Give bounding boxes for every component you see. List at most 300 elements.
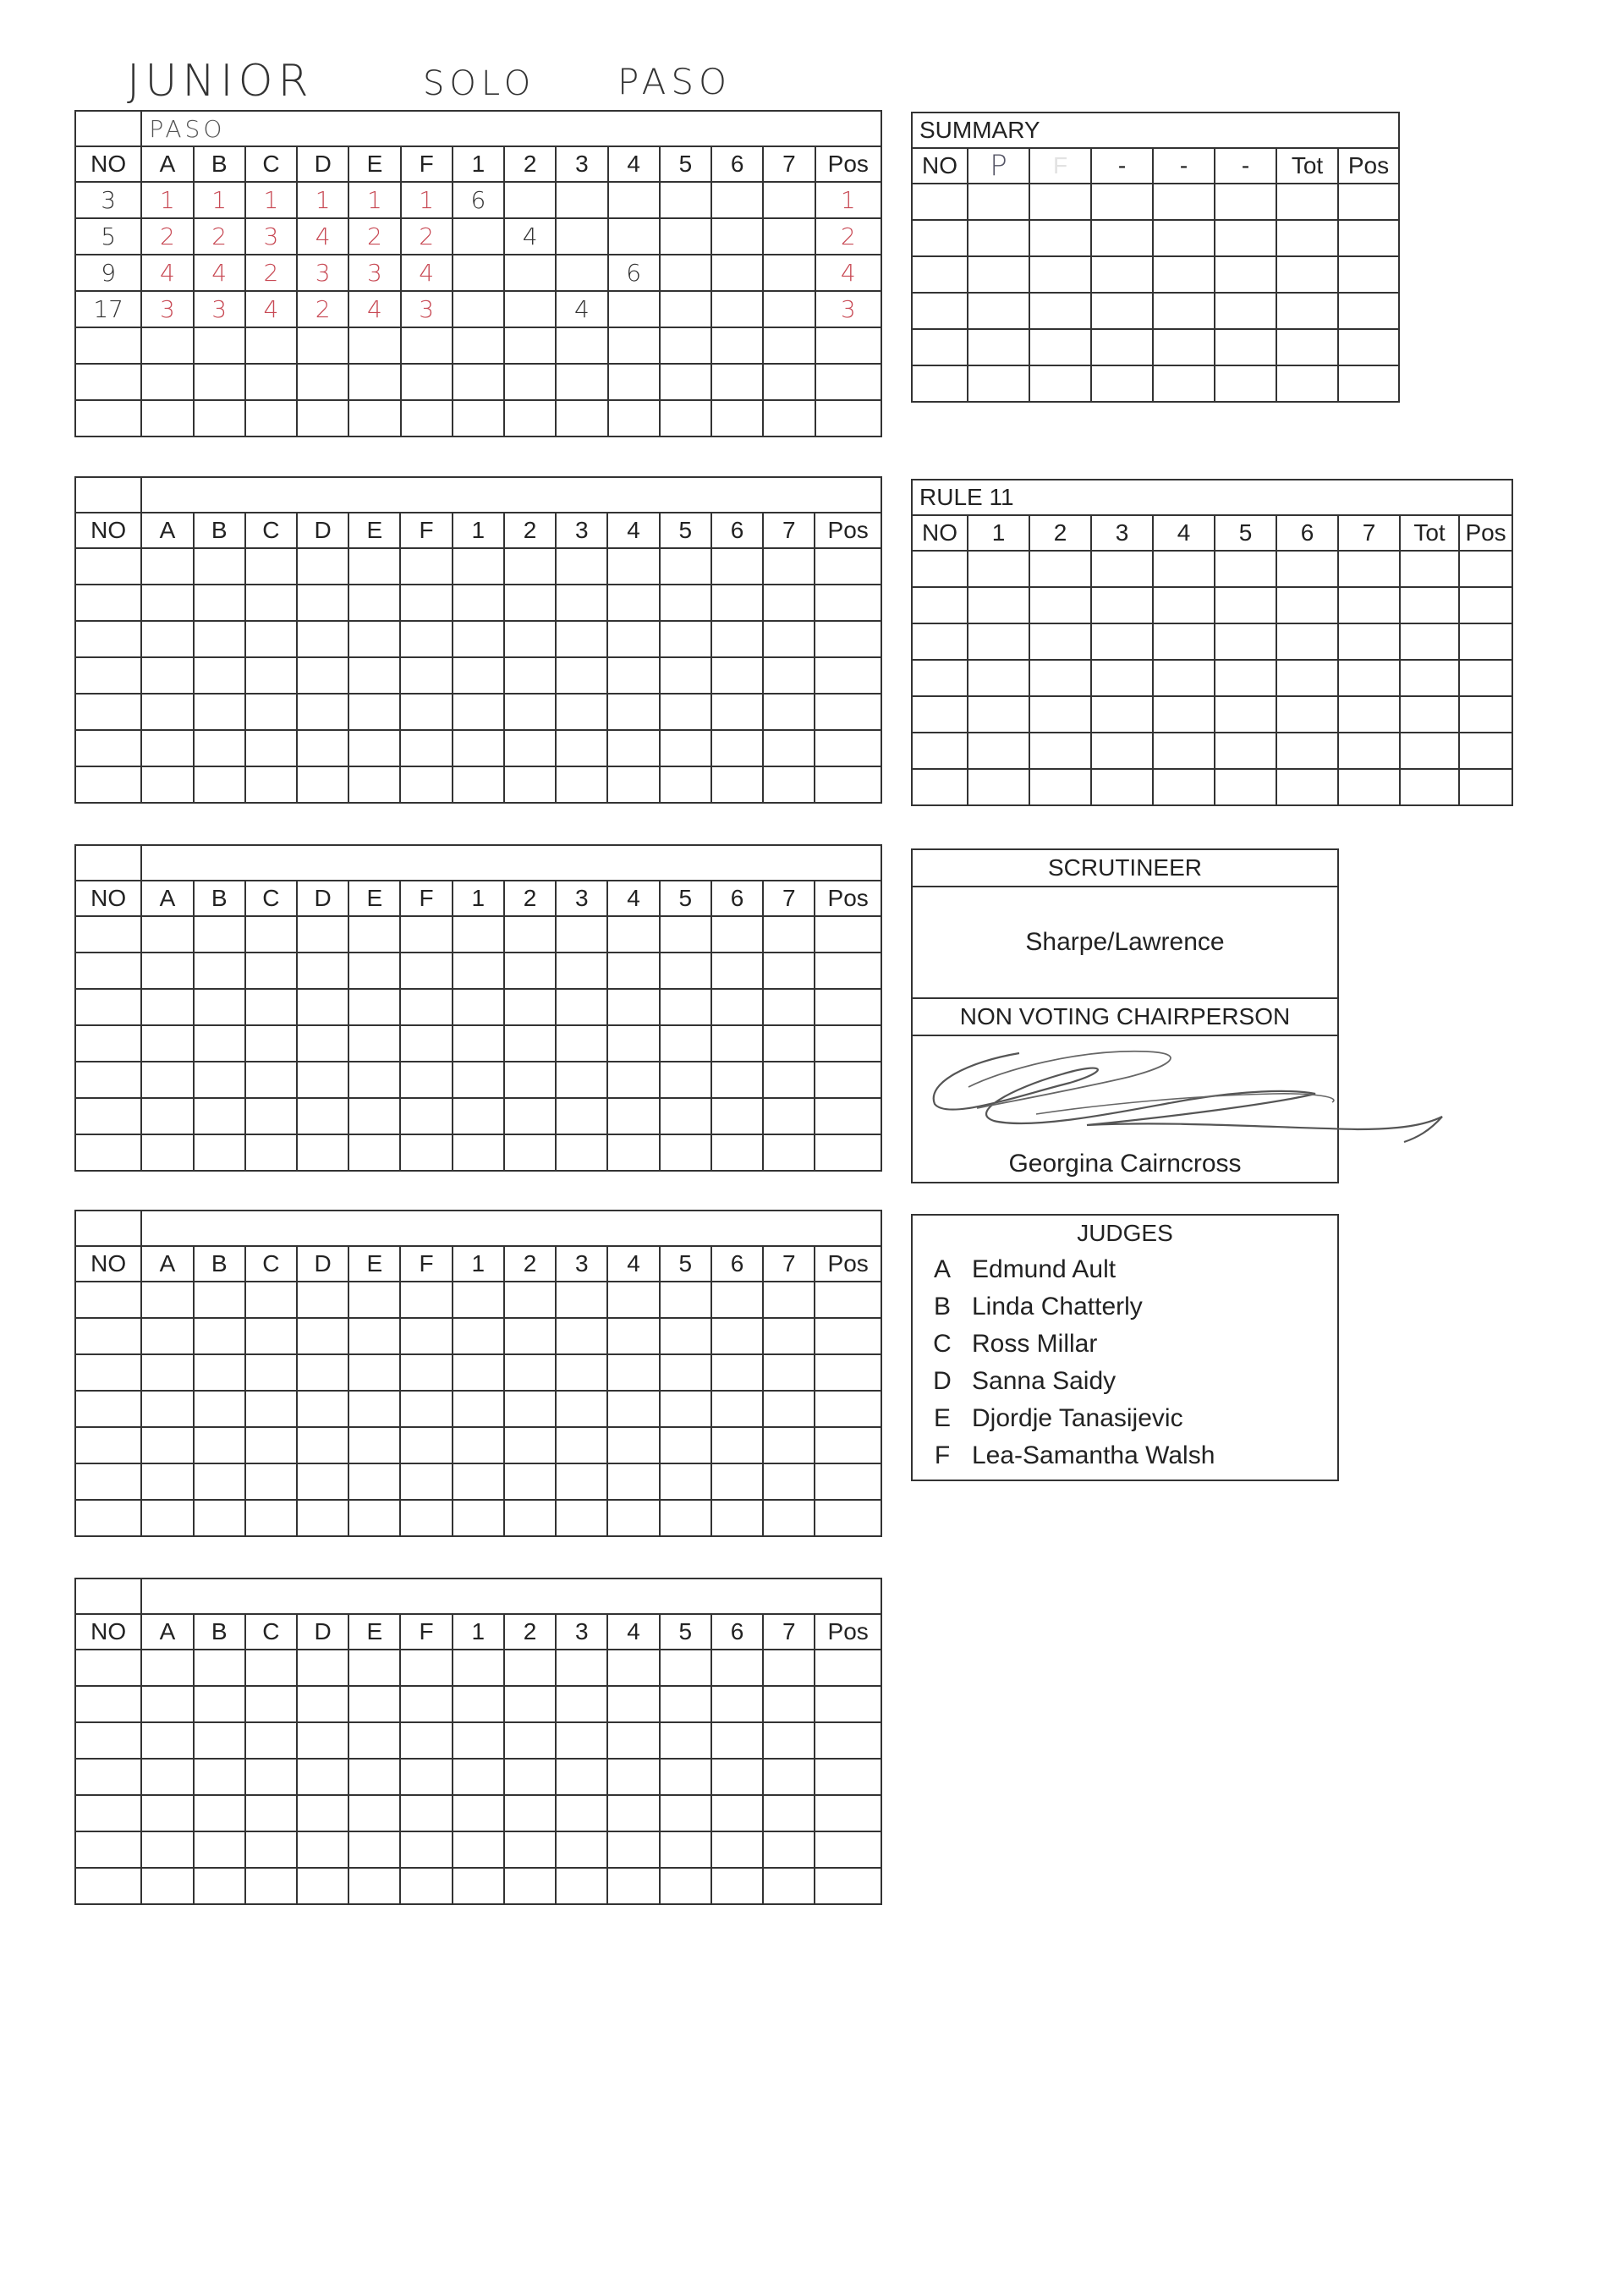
- empty-cell: [400, 1686, 452, 1722]
- empty-cell: [1459, 696, 1512, 733]
- empty-cell: [1029, 733, 1091, 769]
- empty-cell: [400, 1759, 452, 1795]
- column-header: 2: [504, 146, 556, 182]
- table-row: [912, 365, 1399, 402]
- empty-cell: [711, 1098, 763, 1134]
- empty-cell: [607, 1759, 659, 1795]
- empty-cell: [660, 1868, 711, 1904]
- empty-cell: [660, 1831, 711, 1868]
- column-header: F: [400, 513, 452, 548]
- empty-cell: [556, 953, 607, 989]
- empty-cell: [348, 1062, 400, 1098]
- empty-cell: [75, 1025, 141, 1062]
- empty-cell: [1029, 365, 1091, 402]
- empty-cell: [1091, 551, 1153, 587]
- empty-cell: [607, 1686, 659, 1722]
- empty-cell: [815, 916, 881, 953]
- column-header: 4: [607, 1246, 659, 1282]
- empty-cell: [75, 1318, 141, 1354]
- empty-cell: [504, 1098, 556, 1134]
- empty-cell: [1400, 551, 1459, 587]
- empty-cell: [141, 364, 193, 400]
- dance-title-spacer: [75, 1578, 141, 1614]
- empty-cell: [141, 548, 193, 585]
- empty-cell: [815, 953, 881, 989]
- empty-cell: [660, 1354, 711, 1391]
- empty-cell: [400, 1831, 452, 1868]
- chairperson-title: NON VOTING CHAIRPERSON: [913, 999, 1337, 1036]
- empty-cell: [815, 621, 881, 657]
- empty-cell: [968, 256, 1029, 293]
- empty-cell: [348, 621, 400, 657]
- column-header: 6: [711, 513, 763, 548]
- judge-letter: E: [933, 1404, 951, 1432]
- empty-cell: [504, 1722, 556, 1759]
- empty-cell: [815, 1686, 881, 1722]
- empty-cell: [1029, 184, 1091, 220]
- empty-cell: [75, 1686, 141, 1722]
- column-header: 1: [453, 881, 504, 916]
- empty-cell: [504, 1868, 556, 1904]
- table-row: [75, 1759, 881, 1795]
- column-header: Pos: [815, 513, 881, 548]
- empty-cell: [504, 621, 556, 657]
- placing-count-cell: [504, 291, 556, 327]
- column-header: E: [348, 881, 400, 916]
- column-header: 3: [556, 1246, 607, 1282]
- rule11-table: [911, 479, 1513, 806]
- table-row: [75, 1134, 881, 1171]
- empty-cell: [453, 1427, 504, 1463]
- empty-cell: [815, 989, 881, 1025]
- table-row: [75, 1354, 881, 1391]
- judge-name: Lea-Samantha Walsh: [972, 1441, 1215, 1469]
- empty-cell: [245, 1722, 297, 1759]
- empty-cell: [297, 1650, 348, 1686]
- empty-cell: [194, 1650, 245, 1686]
- empty-cell: [141, 1463, 193, 1500]
- empty-cell: [453, 548, 504, 585]
- empty-cell: [245, 400, 297, 436]
- empty-cell: [245, 766, 297, 803]
- column-header: Pos: [815, 1246, 881, 1282]
- empty-cell: [912, 696, 968, 733]
- judge-mark: 2: [297, 291, 348, 327]
- judge-row: [913, 1400, 1337, 1437]
- table-row: [912, 220, 1399, 256]
- empty-cell: [660, 730, 711, 766]
- empty-cell: [763, 1318, 815, 1354]
- empty-cell: [1276, 256, 1338, 293]
- empty-cell: [400, 1391, 452, 1427]
- empty-cell: [556, 364, 607, 400]
- empty-cell: [763, 1282, 815, 1318]
- competitor-number: 5: [75, 218, 141, 255]
- empty-cell: [297, 1134, 348, 1171]
- empty-cell: [194, 1062, 245, 1098]
- empty-cell: [763, 621, 815, 657]
- empty-cell: [1091, 696, 1153, 733]
- empty-cell: [556, 1391, 607, 1427]
- judge-row: [913, 1288, 1337, 1326]
- empty-cell: [660, 916, 711, 953]
- column-header: Pos: [815, 881, 881, 916]
- empty-cell: [141, 1831, 193, 1868]
- empty-cell: [297, 585, 348, 621]
- empty-cell: [1338, 769, 1400, 805]
- empty-cell: [607, 1650, 659, 1686]
- rule11-column-header: 4: [1153, 515, 1215, 551]
- judges-list: [913, 1251, 1337, 1474]
- empty-cell: [297, 1831, 348, 1868]
- empty-cell: [453, 989, 504, 1025]
- table-row: [75, 327, 881, 364]
- column-header: E: [348, 1246, 400, 1282]
- empty-cell: [1276, 696, 1338, 733]
- empty-cell: [711, 400, 763, 436]
- empty-cell: [968, 769, 1029, 805]
- empty-cell: [141, 1025, 193, 1062]
- placing-count-cell: [711, 218, 763, 255]
- dance-name: [141, 477, 881, 513]
- empty-cell: [75, 1795, 141, 1831]
- empty-cell: [1276, 220, 1338, 256]
- empty-cell: [1029, 329, 1091, 365]
- empty-cell: [194, 1134, 245, 1171]
- column-header: 2: [504, 1246, 556, 1282]
- empty-cell: [1091, 587, 1153, 623]
- table-row: [75, 1282, 881, 1318]
- table-row: [75, 218, 881, 255]
- empty-cell: [194, 1025, 245, 1062]
- empty-cell: [75, 694, 141, 730]
- empty-cell: [141, 327, 193, 364]
- placing-count-cell: [608, 291, 660, 327]
- empty-cell: [1338, 293, 1399, 329]
- empty-cell: [245, 1650, 297, 1686]
- empty-cell: [1029, 256, 1091, 293]
- empty-cell: [75, 364, 141, 400]
- empty-cell: [1276, 365, 1338, 402]
- empty-cell: [453, 953, 504, 989]
- placing-count-cell: [763, 291, 815, 327]
- column-header: 1: [453, 513, 504, 548]
- table-row: [75, 916, 881, 953]
- column-header: B: [194, 1614, 245, 1650]
- column-header: C: [245, 1614, 297, 1650]
- table-row: [75, 1391, 881, 1427]
- judge-name: Edmund Ault: [972, 1255, 1116, 1283]
- empty-cell: [660, 1282, 711, 1318]
- empty-cell: [815, 1354, 881, 1391]
- empty-cell: [504, 1427, 556, 1463]
- empty-cell: [453, 766, 504, 803]
- column-header: 7: [763, 1246, 815, 1282]
- empty-cell: [400, 916, 452, 953]
- empty-cell: [1338, 329, 1399, 365]
- empty-cell: [763, 1098, 815, 1134]
- empty-cell: [245, 1795, 297, 1831]
- empty-cell: [815, 766, 881, 803]
- empty-cell: [194, 1868, 245, 1904]
- placing-count-cell: [556, 255, 607, 291]
- column-header: A: [141, 881, 193, 916]
- column-header: 6: [711, 1246, 763, 1282]
- empty-cell: [660, 1134, 711, 1171]
- placing-count-cell: [504, 255, 556, 291]
- empty-cell: [556, 1062, 607, 1098]
- judge-row: [913, 1251, 1337, 1288]
- empty-cell: [348, 1025, 400, 1062]
- column-header: 4: [607, 513, 659, 548]
- empty-cell: [297, 694, 348, 730]
- rule11-column-header: 7: [1338, 515, 1400, 551]
- empty-cell: [245, 1831, 297, 1868]
- empty-cell: [453, 1062, 504, 1098]
- placing-count-cell: 4: [504, 218, 556, 255]
- empty-cell: [608, 364, 660, 400]
- table-row: [75, 585, 881, 621]
- judge-mark: 3: [348, 255, 400, 291]
- empty-cell: [1091, 623, 1153, 660]
- empty-cell: [504, 1831, 556, 1868]
- placing-count-cell: [556, 182, 607, 218]
- column-header: NO: [75, 513, 141, 548]
- summary-column-header: Tot: [1276, 148, 1338, 184]
- officials-box: [911, 848, 1339, 1183]
- empty-cell: [1459, 587, 1512, 623]
- empty-cell: [1276, 660, 1338, 696]
- column-header: C: [245, 881, 297, 916]
- empty-cell: [607, 1025, 659, 1062]
- empty-cell: [245, 1868, 297, 1904]
- empty-cell: [297, 1025, 348, 1062]
- table-row: [912, 769, 1512, 805]
- empty-cell: [815, 1062, 881, 1098]
- empty-cell: [504, 1650, 556, 1686]
- placing-count-cell: [660, 182, 711, 218]
- judge-mark: 3: [245, 218, 297, 255]
- empty-cell: [1276, 329, 1338, 365]
- judge-letter: B: [933, 1293, 951, 1320]
- empty-cell: [297, 1354, 348, 1391]
- column-header: D: [297, 513, 348, 548]
- column-header: 6: [711, 1614, 763, 1650]
- empty-cell: [1338, 623, 1400, 660]
- empty-cell: [763, 1795, 815, 1831]
- empty-cell: [711, 694, 763, 730]
- empty-cell: [968, 733, 1029, 769]
- table-row: [75, 1098, 881, 1134]
- empty-cell: [194, 1282, 245, 1318]
- empty-cell: [556, 1354, 607, 1391]
- empty-cell: [348, 916, 400, 953]
- column-header: F: [401, 146, 453, 182]
- empty-cell: [400, 1025, 452, 1062]
- empty-cell: [607, 1318, 659, 1354]
- empty-cell: [245, 730, 297, 766]
- empty-cell: [245, 1354, 297, 1391]
- empty-cell: [763, 1354, 815, 1391]
- empty-cell: [660, 1795, 711, 1831]
- empty-cell: [1153, 220, 1215, 256]
- placing-count-cell: [608, 182, 660, 218]
- empty-cell: [1400, 623, 1459, 660]
- empty-cell: [141, 989, 193, 1025]
- empty-cell: [297, 1318, 348, 1354]
- empty-cell: [348, 1868, 400, 1904]
- empty-cell: [1029, 551, 1091, 587]
- empty-cell: [141, 1500, 193, 1536]
- empty-cell: [556, 1759, 607, 1795]
- table-row: [912, 623, 1512, 660]
- empty-cell: [763, 1650, 815, 1686]
- column-header: 1: [453, 146, 504, 182]
- empty-cell: [245, 989, 297, 1025]
- empty-cell: [245, 1098, 297, 1134]
- empty-cell: [711, 1463, 763, 1500]
- empty-cell: [194, 1391, 245, 1427]
- empty-cell: [815, 585, 881, 621]
- empty-cell: [556, 1463, 607, 1500]
- empty-cell: [245, 621, 297, 657]
- judge-mark: 3: [141, 291, 193, 327]
- empty-cell: [400, 1134, 452, 1171]
- empty-cell: [297, 548, 348, 585]
- empty-cell: [1338, 220, 1399, 256]
- table-row: [75, 989, 881, 1025]
- empty-cell: [453, 1759, 504, 1795]
- scrutineer-name: Sharpe/Lawrence: [913, 887, 1337, 999]
- empty-cell: [556, 548, 607, 585]
- summary-column-header: F: [1029, 148, 1091, 184]
- empty-cell: [711, 1795, 763, 1831]
- dance-name: [141, 1211, 881, 1246]
- empty-cell: [453, 657, 504, 694]
- column-header: C: [245, 1246, 297, 1282]
- empty-cell: [504, 548, 556, 585]
- empty-cell: [348, 1282, 400, 1318]
- empty-cell: [763, 548, 815, 585]
- empty-cell: [194, 364, 245, 400]
- rule11-column-header: 3: [1091, 515, 1153, 551]
- empty-cell: [912, 551, 968, 587]
- empty-cell: [141, 1282, 193, 1318]
- dance-table: [74, 1210, 882, 1537]
- empty-cell: [968, 551, 1029, 587]
- empty-cell: [1215, 329, 1276, 365]
- empty-cell: [194, 730, 245, 766]
- empty-cell: [75, 1722, 141, 1759]
- empty-cell: [968, 696, 1029, 733]
- column-header: 5: [660, 881, 711, 916]
- empty-cell: [504, 327, 556, 364]
- column-header: D: [297, 1246, 348, 1282]
- empty-cell: [245, 548, 297, 585]
- empty-cell: [815, 730, 881, 766]
- empty-cell: [607, 1427, 659, 1463]
- empty-cell: [297, 730, 348, 766]
- empty-cell: [348, 548, 400, 585]
- empty-cell: [660, 621, 711, 657]
- rule11-column-header: NO: [912, 515, 968, 551]
- empty-cell: [968, 623, 1029, 660]
- empty-cell: [763, 953, 815, 989]
- empty-cell: [968, 365, 1029, 402]
- empty-cell: [297, 400, 348, 436]
- empty-cell: [297, 364, 348, 400]
- empty-cell: [815, 364, 881, 400]
- empty-cell: [453, 327, 504, 364]
- empty-cell: [556, 1868, 607, 1904]
- table-row: [75, 1686, 881, 1722]
- empty-cell: [607, 694, 659, 730]
- empty-cell: [815, 1831, 881, 1868]
- judge-mark: 2: [348, 218, 400, 255]
- empty-cell: [504, 989, 556, 1025]
- empty-cell: [297, 1686, 348, 1722]
- empty-cell: [504, 1354, 556, 1391]
- competitor-number: 3: [75, 182, 141, 218]
- empty-cell: [400, 1062, 452, 1098]
- empty-cell: [1153, 623, 1215, 660]
- empty-cell: [711, 1868, 763, 1904]
- empty-cell: [141, 1318, 193, 1354]
- empty-cell: [660, 989, 711, 1025]
- empty-cell: [504, 1500, 556, 1536]
- empty-cell: [556, 400, 607, 436]
- empty-cell: [763, 730, 815, 766]
- column-header: 5: [660, 146, 711, 182]
- empty-cell: [348, 766, 400, 803]
- column-header: E: [348, 146, 400, 182]
- table-row: [75, 548, 881, 585]
- empty-cell: [75, 1098, 141, 1134]
- empty-cell: [194, 916, 245, 953]
- empty-cell: [763, 327, 815, 364]
- competitor-number: 9: [75, 255, 141, 291]
- empty-cell: [75, 1868, 141, 1904]
- empty-cell: [607, 1868, 659, 1904]
- rule11-column-header: Pos: [1459, 515, 1512, 551]
- empty-cell: [763, 1831, 815, 1868]
- column-header: Pos: [815, 1614, 881, 1650]
- empty-cell: [1091, 660, 1153, 696]
- empty-cell: [1153, 769, 1215, 805]
- placing-count-cell: [711, 291, 763, 327]
- placing-count-cell: 6: [608, 255, 660, 291]
- empty-cell: [815, 694, 881, 730]
- column-header: NO: [75, 1246, 141, 1282]
- empty-cell: [141, 585, 193, 621]
- summary-column-header: -: [1091, 148, 1153, 184]
- column-header: E: [348, 1614, 400, 1650]
- empty-cell: [763, 1427, 815, 1463]
- empty-cell: [194, 1354, 245, 1391]
- column-header: 1: [453, 1614, 504, 1650]
- competitor-number: 17: [75, 291, 141, 327]
- table-row: [75, 1463, 881, 1500]
- table-row: [912, 184, 1399, 220]
- column-header: C: [245, 146, 297, 182]
- empty-cell: [1400, 733, 1459, 769]
- empty-cell: [1338, 733, 1400, 769]
- empty-cell: [504, 1318, 556, 1354]
- empty-cell: [194, 1427, 245, 1463]
- empty-cell: [453, 1722, 504, 1759]
- empty-cell: [1215, 696, 1276, 733]
- empty-cell: [401, 400, 453, 436]
